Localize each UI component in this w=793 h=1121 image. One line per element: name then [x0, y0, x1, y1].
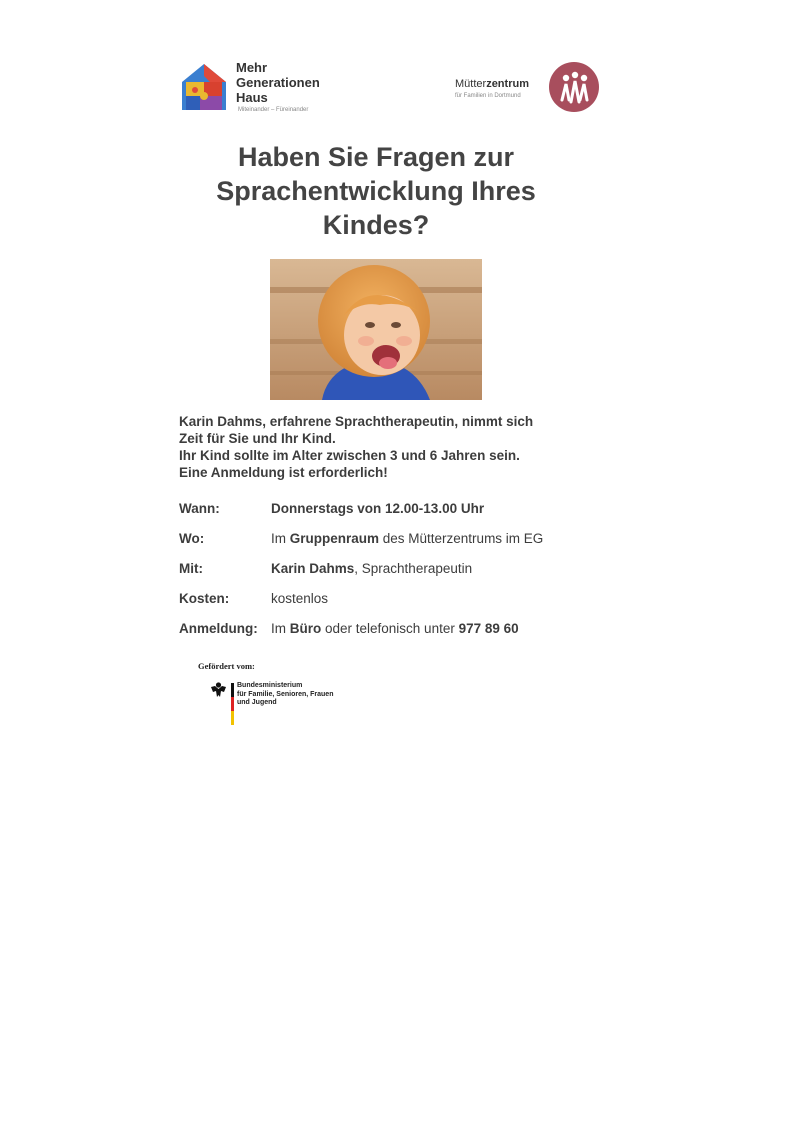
- detail-value: [271, 501, 484, 516]
- logo-word-generationen: Generationen: [236, 75, 320, 90]
- detail-value-mid: oder telefonisch unter: [321, 621, 459, 636]
- logo-tagline: Miteinander – Füreinander: [238, 107, 309, 113]
- three-figures-circle-icon: [549, 62, 599, 112]
- intro-line-4: Eine Anmeldung ist erforderlich!: [179, 465, 388, 480]
- detail-label: Wo:: [179, 531, 205, 546]
- german-flag-bar: [231, 683, 234, 725]
- ministry-line-2: für Familie, Senioren, Frauen: [237, 690, 334, 698]
- detail-value: [271, 531, 543, 546]
- detail-value: kostenlos: [271, 591, 329, 606]
- muetterzentrum-name: [455, 78, 529, 90]
- muetterzentrum-subtitle: für Familien in Dortmund: [455, 93, 521, 99]
- ministry-line-1: Bundesministerium: [237, 682, 303, 689]
- detail-row-kosten: [179, 591, 639, 611]
- ministry-line-3: und Jugend: [237, 699, 277, 706]
- funded-by-label: Gefördert vom:: [198, 661, 255, 671]
- detail-row-wo: [179, 531, 639, 551]
- detail-label: Kosten:: [179, 591, 230, 606]
- intro-text: [179, 413, 599, 481]
- detail-value: [271, 561, 472, 576]
- detail-label: Mit:: [179, 561, 203, 576]
- muetterzentrum-logo: [455, 62, 605, 116]
- logo-word-haus: Haus: [236, 90, 268, 105]
- detail-label: Anmeldung:: [179, 621, 258, 636]
- ministry-name: [237, 682, 333, 708]
- title-line-1: Haben Sie Fragen zur: [237, 142, 515, 172]
- muetterzentrum-name-part2: zentrum: [486, 78, 529, 90]
- title-line-3: Kindes?: [322, 210, 430, 240]
- detail-row-anmeldung: [179, 621, 639, 641]
- intro-line-1: Karin Dahms, erfahrene Sprachtherapeutin, nimmt sich: [179, 414, 534, 429]
- house-puzzle-icon: [180, 62, 228, 112]
- detail-value-pre: Im: [271, 531, 290, 546]
- detail-label: Wann:: [179, 501, 220, 516]
- muetterzentrum-name-part1: Mütter: [455, 78, 487, 90]
- detail-value: [271, 621, 519, 636]
- detail-value-bold: Donnerstags von 12.00-13.00 Uhr: [271, 501, 485, 516]
- detail-value-pre: Im: [271, 621, 290, 636]
- detail-value-bold: Büro: [289, 621, 322, 636]
- federal-eagle-icon: [210, 681, 227, 699]
- detail-row-mit: [179, 561, 639, 581]
- logo-word-mehr: Mehr: [236, 60, 268, 75]
- page-title: [176, 140, 576, 242]
- phone-number: 977 89 60: [458, 621, 519, 636]
- intro-line-2: Zeit für Sie und Ihr Kind.: [179, 431, 336, 446]
- laughing-child-photo: [270, 259, 482, 400]
- detail-value-bold: Karin Dahms: [271, 561, 355, 576]
- detail-value-bold: Gruppenraum: [289, 531, 380, 546]
- mehrgenerationenhaus-logo: [180, 60, 340, 116]
- title-line-2: Sprachentwicklung Ihres: [216, 176, 536, 206]
- detail-value-post: des Mütterzentrums im EG: [379, 531, 544, 546]
- detail-value-post: , Sprachtherapeutin: [354, 561, 473, 576]
- intro-line-3: Ihr Kind sollte im Alter zwischen 3 und 6 Jahren sein.: [179, 448, 520, 463]
- detail-row-wann: [179, 501, 639, 521]
